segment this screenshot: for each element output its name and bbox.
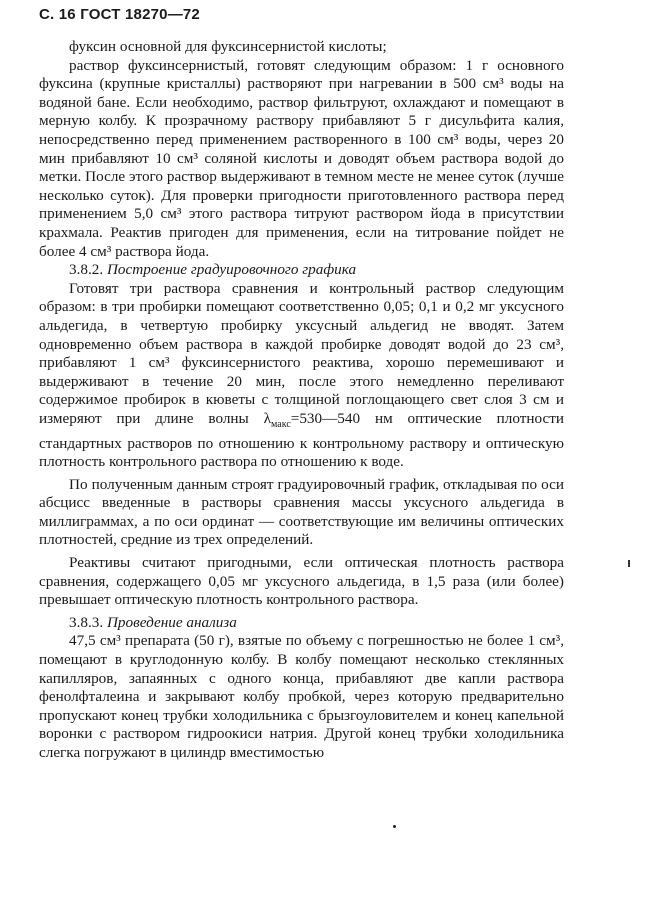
lambda-subscript: макс: [271, 418, 291, 430]
text-part-1: Готовят три раствора сравнения и контрольный раствор следующим образом: в три пробирки помещают соответственно 0,05; 0,1 и 0,2 мг уксусного альдегида, в четвертую пробирку уксусный альдегид не вводят. Затем одновременно объем раствора в каждой пробирке доводят водой до 23 см³, прибавляют 1 см³ фуксинсернистого реактива, хорошо перемешивают и выдерживают в течение 20 мин, после этого немедленно переливают содержимое пробирок в кюветы с толщиной поглощающего свет слоя 3 см и измеряют при длине волны: [39, 279, 564, 427]
lambda-symbol: λ: [263, 409, 272, 427]
section-heading-3-8-3: [39, 614, 564, 633]
paragraph-fuchsin-solution: раствор фуксинсернистый, готовят следующим образом: 1 г основного фуксина (крупные кристаллы) растворяют при нагревании в 500 см³ воды на водяной бане. Если необходимо, раствор фильтруют, охлаждают и помещают в мерную колбу. К прозрачному раствору прибавляют 5 г дисульфита калия, непосредственно перед применением растворенного в 100 см³ воды, через 20 мин прибавляют 10 см³ соляной кислоты и доводят объем раствора водой до метки. После этого раствор выдерживают в темном месте не менее суток (лучше несколько суток). Для проверки пригодности приготовленного раствора перед применением 5,0 см³ этого раствора титруют раствором йода в присутствии крахмала. Реактив пригоден для применения, если на титрование пойдет не более 4 см³ раствора йода.: [39, 56, 564, 260]
section-number: 3.8.2.: [69, 261, 104, 279]
paragraph-analysis: 47,5 см³ препарата (50 г), взятые по объему с погрешностью не более 1 см³, помещают в круглодонную колбу. В колбу помещают несколько стеклянных капилляров, запаянных с одного конца, прибавляют две капли раствора фенолфталеина и закрывают колбу пробкой, через которую предварительно пропускают конец трубки холодильника с брызгоуловителем и конец капельной воронки с раствором гидроокиси натрия. Другой конец трубки холодильника слегка погружают в цилиндр вместимостью: [39, 632, 564, 761]
paragraph-comparison-solutions: [39, 280, 564, 472]
section-number: 3.8.3.: [69, 613, 104, 631]
paragraph-calibration-graph: По полученным данным строят градуировочный график, откладывая по оси абсцисс введенные в растворы сравнения массы уксусного альдегида в миллиграммах, а по оси ординат — соответствующие им величины оптических плотностей, средние из трех определений.: [39, 475, 564, 549]
paragraph-reagent-suitability: Реактивы считают пригодными, если оптическая плотность раствора сравнения, содержащего 0,05 мг уксусного альдегида, в 1,5 раза (или более) превышает оптическую плотность контрольного раствора.: [39, 554, 564, 609]
paragraph-fuchsin: фуксин основной для фуксинсернистой кислоты;: [69, 38, 387, 55]
page-header: С. 16 ГОСТ 18270—72: [39, 6, 200, 23]
margin-mark: [628, 560, 630, 567]
section-title: Построение градуировочного графика: [106, 261, 357, 279]
page-dot: [393, 825, 396, 828]
document-body: [39, 38, 564, 763]
section-heading-3-8-2: [39, 261, 564, 280]
text-part-2: =530—540 нм оптические плотности стандартных растворов по отношению к контрольному раствору и оптическую плотность контрольного раствора по отношению к воде.: [39, 409, 564, 471]
section-title: Проведение анализа: [106, 613, 237, 631]
